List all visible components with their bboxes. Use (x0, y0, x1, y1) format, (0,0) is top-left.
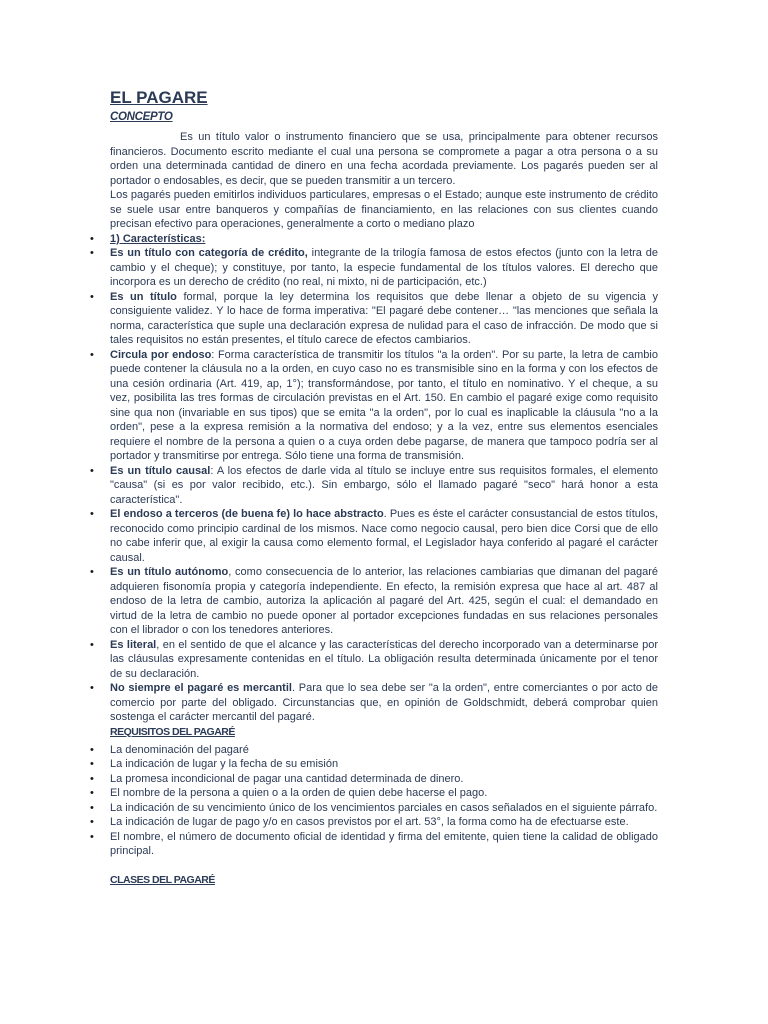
section-concepto-heading: CONCEPTO (110, 111, 173, 123)
list-item: • La indicación de lugar y la fecha de su emisión (110, 757, 658, 772)
item-bold: Es un título autónomo (110, 566, 229, 578)
intro-paragraph-2: Los pagarés pueden emitirlos individuos particulares, empresas o el Estado; aunque este instrumento de crédito se suele usar entre banqueros y compañías de financiamiento, en las relaciones con sus clientes cuando precisan efectivo para operaciones, generalmente a corto o mediano plazo (110, 189, 658, 230)
list-item (110, 507, 658, 565)
requisitos-heading: REQUISITOS DEL PAGARÉ (110, 725, 235, 738)
item-text: , como consecuencia de lo anterior, las relaciones cambiarias que dimanan del pagaré adquieren fisonomía propia y categoría independiente. En efecto, la remisión expresa que hace al art. 487 al endoso de la letra de cambio, autoriza la aplicación al pagaré del Art. 425, según el cual: el demandado en virtud de la letra de cambio no puede oponer al portador excepciones fundadas en sus relaciones personales con el librador o con los tenedores anteriores. (110, 566, 658, 636)
list-item (110, 565, 658, 638)
item-bold: Circula por endoso (110, 348, 212, 361)
list-item (110, 464, 658, 508)
list-item (110, 681, 658, 725)
item-bold: No siempre el pagaré es mercantil (110, 682, 292, 694)
clases-heading: CLASES DEL PAGARÉ (110, 873, 215, 886)
caracteristicas-list (110, 232, 658, 725)
list-item: • La promesa incondicional de pagar una cantidad determinada de dinero. (110, 772, 658, 787)
list-item: • La denominación del pagaré (110, 743, 658, 758)
list-item (110, 290, 658, 348)
item-text: : Forma característica de transmitir los títulos "a la orden". Por su parte, la letra de cambio puede contener la cláusula no a la orden, en cuyo caso no es transmisible sino en la forma y con los efectos de una cesión ordinaria (Art. 419, ap, 1°); transformándose, por tanto, el título en nominativo. Y el cheque, a su vez, posibilita las tres formas de circulación previstas en el Art. 150. En cambio el pagaré exige como requisito sine qua non (invariable en sus tipos) que se emita "a la orden", por lo cual es inaplicable la cláusula "no a la orden", pese a la expresa remisión a la normativa del endoso; y a la vez, entre sus elementos esenciales requiere el nombre de la persona a quien o a cuya orden debe pagarse, de manera que tampoco podría ser al portador y transmitirse por entrega. Sólo tiene una forma de transmisión. (110, 348, 658, 462)
caracteristicas-heading: 1) Características: (110, 232, 206, 245)
list-item (110, 246, 658, 290)
document-page (110, 88, 658, 891)
item-text: . Pues es éste el carácter consustancial de estos títulos, reconocido como principio cardinal de los mismos. Nace como negocio causal, pero bien dice Corsi que de ello no cabe inferir que, al exigir la causa como elemento formal, el Legislador haya conferido al pagaré el carácter causal. (110, 508, 659, 564)
list-item: • El nombre, el número de documento oficial de identidad y firma del emitente, quien tiene la calidad de obligado principal. (110, 830, 658, 859)
item-text: , en el sentido de que el alcance y las características del derecho incorporado van a determinarse por las cláusulas expresamente contenidas en el título. La obligación resulta determinada únicamente por el tenor de su declaración. (110, 638, 658, 680)
item-bold: Es literal (110, 638, 157, 651)
document-title: EL PAGARE (110, 88, 208, 107)
item-text: : A los efectos de darle vida al título se incluye entre sus requisitos formales, el elemento "causa" (si es por valor recibido, etc.). Sin embargo, sólo el llamado pagaré "seco" hará honor a esta característica". (110, 464, 659, 506)
requisitos-list (110, 743, 658, 859)
list-item (110, 348, 658, 464)
list-item (110, 638, 658, 682)
caracteristicas-heading-item (110, 232, 658, 247)
intro-paragraph-1: Es un título valor o instrumento financiero que se usa, principalmente para obtener recursos financieros. Documento escrito mediante el cual una persona se compromete a pagar a otra persona o a su orden una determinada cantidad de dinero en una fecha acordada previamente. Los pagarés pueden ser al portador o endosables, es decir, que se pueden transmitir a un tercero. (110, 131, 658, 187)
item-text: integrante de la trilogía famosa de estos efectos (junto con la letra de cambio y el cheque); y constituye, por tanto, la especie fundamental de los títulos valores. El derecho que incorpora es un derecho de crédito (no real, ni mixto, ni de participación, etc.) (110, 247, 659, 288)
item-bold: Es un título causal (110, 464, 211, 477)
list-item: • El nombre de la persona a quien o a la orden de quien debe hacerse el pago. (110, 786, 658, 801)
item-bold: Es un título (110, 290, 177, 303)
item-text: . Para que lo sea debe ser "a la orden", entre comerciantes o por acto de comercio por parte del obligado. Circunstancias que, en opinión de Goldschmidt, deberá comprobar quien sostenga el carácter mercantil del pagaré. (110, 682, 659, 723)
list-item: • La indicación de su vencimiento único de los vencimientos parciales en casos señalados en el siguiente párrafo. (110, 801, 658, 816)
list-item: • La indicación de lugar de pago y/o en casos previstos por el art. 53°, la forma como ha de efectuarse este. (110, 815, 658, 830)
item-text: formal, porque la ley determina los requisitos que debe llenar a objeto de su vigencia y consiguiente validez. Y lo hace de forma imperativa: "El pagaré debe contener… "las menciones que señala la norma, característica que suple una declaración expresa de nulidad para el caso de infracción. De modo que si tales requisitos no están presentes, el título carece de efectos cambiarios. (110, 290, 658, 346)
item-bold: El endoso a terceros (de buena fe) lo hace abstracto (110, 508, 384, 520)
item-bold: Es un título con categoría de crédito, (110, 247, 308, 259)
